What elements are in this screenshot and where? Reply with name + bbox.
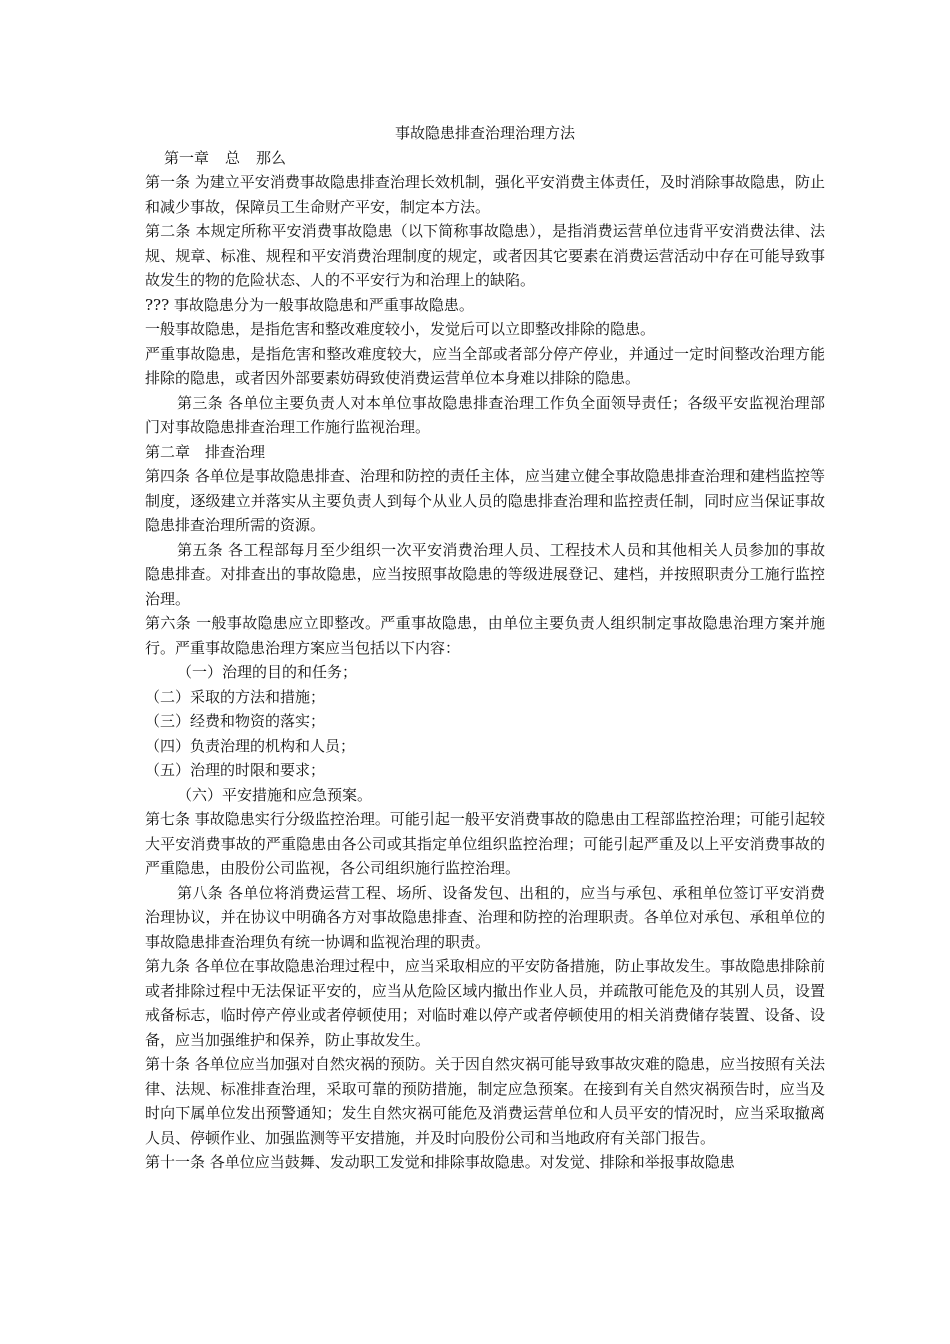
- document-page: [145, 121, 825, 1175]
- list-item: （六）平安措施和应急预案。: [177, 785, 373, 804]
- list-item: （三）经费和物资的落实；: [145, 712, 326, 730]
- chapter-2-heading: 第二章 排查治理: [145, 442, 266, 461]
- article-6: 第六条 一般事故隐患应立即整改。严重事故隐患，由单位主要负责人组织制定事故隐患治理方案并施行。严重事故隐患治理方案应当包括以下内容：: [145, 614, 825, 657]
- article-2-classification: ??? 事故隐患分为一般事故隐患和严重事故隐患。: [145, 295, 474, 314]
- chapter-1-title-a: 总: [225, 148, 241, 167]
- article-2-serious-hazard: 严重事故隐患，是指危害和整改难度较大，应当全部或者部分停产停业，并通过一定时间整改治理方能排除的隐患，或者因外部要素妨碍致使消费运营单位本身难以排除的隐患。: [145, 344, 825, 387]
- chapter-1-heading: [145, 146, 825, 171]
- article-1: 第一条 为建立平安消费事故隐患排查治理长效机制，强化平安消费主体责任，及时消除事故隐患，防止和减少事故，保障员工生命财产平安，制定本方法。: [145, 173, 825, 216]
- document-title: 事故隐患排查治理治理方法: [394, 124, 575, 142]
- list-item: （一）治理的目的和任务；: [177, 663, 358, 681]
- article-2-general-hazard: 一般事故隐患，是指危害和整改难度较小，发觉后可以立即整改排除的隐患。: [145, 320, 656, 338]
- chapter-1-number: 第一章: [164, 148, 210, 167]
- list-item: （五）治理的时限和要求；: [145, 761, 326, 779]
- article-4: 第四条 各单位是事故隐患排查、治理和防控的责任主体，应当建立健全事故隐患排查治理和建档监控等制度，逐级建立并落实从主要负责人到每个从业人员的隐患排查治理和监控责任制，同时应当保证事故隐患排查治理所需的资源。: [145, 467, 825, 534]
- article-11: 第十一条 各单位应当鼓舞、发动职工发觉和排除事故隐患。对发觉、排除和举报事故隐患: [145, 1153, 735, 1171]
- article-2: 第二条 本规定所称平安消费事故隐患（以下简称事故隐患），是指消费运营单位违背平安消费法律、法规、规章、标准、规程和平安消费治理制度的规定，或者因其它要素在消费运营活动中存在可能导致事故发生的物的危险状态、人的不平安行为和治理上的缺陷。: [145, 222, 825, 289]
- article-9: 第九条 各单位在事故隐患治理过程中，应当采取相应的平安防备措施，防止事故发生。事故隐患排除前或者排除过程中无法保证平安的，应当从危险区域内撤出作业人员，并疏散可能危及的其别人员，设置戒备标志，临时停产停业或者停顿使用；对临时难以停产或者停顿使用的相关消费储存装置、设备、设备，应当加强维护和保养，防止事故发生。: [145, 957, 825, 1049]
- list-item: （二）采取的方法和措施；: [145, 687, 326, 706]
- article-8: 第八条 各单位将消费运营工程、场所、设备发包、出租的，应当与承包、承租单位签订平安消费治理协议，并在协议中明确各方对事故隐患排查、治理和防控的治理职责。各单位对承包、承租单位的事故隐患排查治理负有统一协调和监视治理的职责。: [145, 883, 825, 951]
- article-3: 第三条 各单位主要负责人对本单位事故隐患排查治理工作负全面领导责任；各级平安监视治理部门对事故隐患排查治理工作施行监视治理。: [145, 393, 825, 436]
- chapter-1-title-b: 那么: [256, 148, 287, 167]
- article-10: 第十条 各单位应当加强对自然灾祸的预防。关于因自然灾祸可能导致事故灾难的隐患，应当按照有关法律、法规、标准排查治理，采取可靠的预防措施，制定应急预案。在接到有关自然灾祸预告时，应当及时向下属单位发出预警通知；发生自然灾祸可能危及消费运营单位和人员平安的情况时，应当采取撤离人员、停顿作业、加强监测等平安措施，并及时向股份公司和当地政府有关部门报告。: [145, 1055, 825, 1147]
- list-item: （四）负责治理的机构和人员；: [145, 736, 356, 755]
- article-7: 第七条 事故隐患实行分级监控治理。可能引起一般平安消费事故的隐患由工程部监控治理；可能引起较大平安消费事故的严重隐患由各公司或其指定单位组织监控治理；可能引起严重及以上平安消费事故的严重隐患，由股份公司监视，各公司组织施行监控治理。: [145, 810, 825, 877]
- article-5: 第五条 各工程部每月至少组织一次平安消费治理人员、工程技术人员和其他相关人员参加的事故隐患排查。对排查出的事故隐患，应当按照事故隐患的等级进展登记、建档，并按照职责分工施行监控治理。: [145, 540, 825, 608]
